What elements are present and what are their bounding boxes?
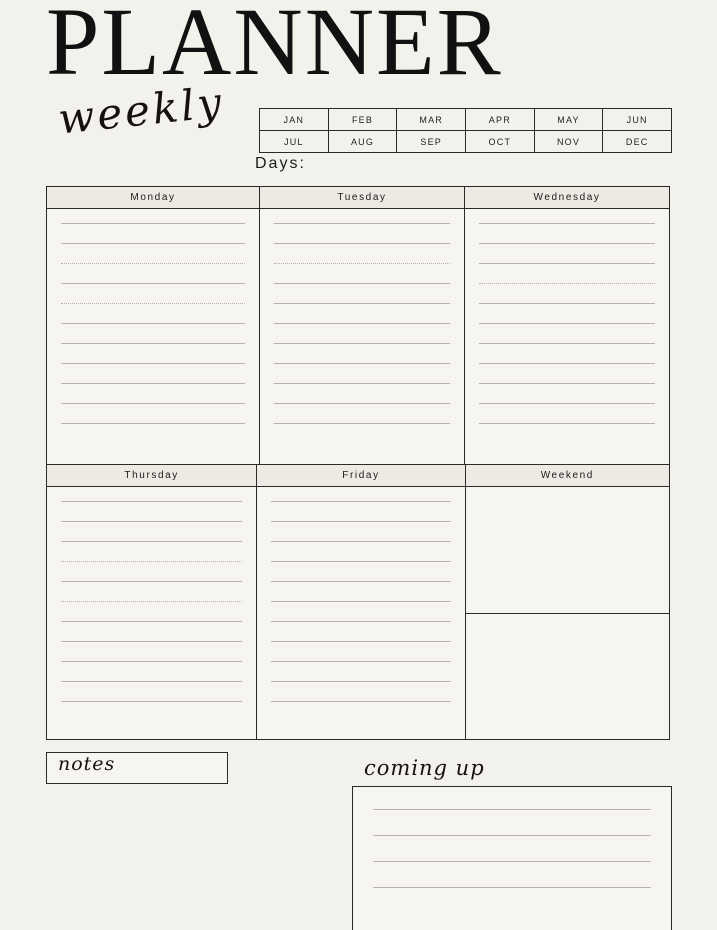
month-cell-jan[interactable]: JAN: [283, 115, 305, 125]
writing-line[interactable]: [61, 423, 245, 424]
month-cell-jul[interactable]: JUL: [284, 137, 304, 147]
writing-line[interactable]: [373, 809, 651, 810]
writing-line[interactable]: [61, 223, 245, 224]
writing-line[interactable]: [274, 243, 450, 244]
writing-line[interactable]: [373, 835, 651, 836]
writing-line[interactable]: [274, 263, 450, 264]
writing-line[interactable]: [274, 423, 450, 424]
month-cell-apr[interactable]: APR: [465, 109, 534, 130]
day-header-friday: Friday: [257, 465, 464, 487]
month-cell-oct[interactable]: OCT: [465, 131, 534, 152]
writing-line[interactable]: [61, 661, 242, 662]
day-header-tuesday: Tuesday: [260, 187, 464, 209]
writing-line[interactable]: [61, 263, 245, 264]
writing-line[interactable]: [271, 701, 450, 702]
day-box-friday[interactable]: [256, 464, 465, 740]
day-box-wednesday[interactable]: [464, 186, 670, 465]
writing-line[interactable]: [274, 283, 450, 284]
writing-line[interactable]: [61, 283, 245, 284]
month-cell-sep[interactable]: SEP: [396, 131, 465, 152]
writing-line[interactable]: [61, 403, 245, 404]
days-label: Days:: [255, 155, 306, 172]
writing-line[interactable]: [274, 363, 450, 364]
writing-line[interactable]: [61, 561, 242, 562]
writing-line[interactable]: [61, 303, 245, 304]
month-cell-mar[interactable]: MAR: [396, 109, 465, 130]
writing-line[interactable]: [271, 681, 450, 682]
writing-line[interactable]: [61, 363, 245, 364]
writing-line[interactable]: [61, 243, 245, 244]
writing-line[interactable]: [274, 403, 450, 404]
day-lines-monday[interactable]: [47, 209, 259, 453]
day-box-weekend[interactable]: [465, 464, 670, 740]
writing-line[interactable]: [61, 343, 245, 344]
day-header-wednesday: Wednesday: [465, 187, 669, 209]
day-lines-thursday[interactable]: [47, 487, 256, 731]
writing-line[interactable]: [479, 223, 655, 224]
day-header-monday: Monday: [47, 187, 259, 209]
writing-line[interactable]: [61, 581, 242, 582]
writing-line[interactable]: [373, 887, 651, 888]
day-box-monday[interactable]: [46, 186, 260, 465]
day-lines-tuesday[interactable]: [260, 209, 464, 453]
writing-line[interactable]: [479, 243, 655, 244]
writing-line[interactable]: [61, 681, 242, 682]
day-box-thursday[interactable]: [46, 464, 257, 740]
month-cell-aug[interactable]: AUG: [328, 131, 397, 152]
writing-line[interactable]: [274, 383, 450, 384]
writing-line[interactable]: [61, 601, 242, 602]
writing-line[interactable]: [271, 661, 450, 662]
writing-line[interactable]: [61, 501, 242, 502]
writing-line[interactable]: [479, 423, 655, 424]
page-header: [0, 0, 717, 172]
writing-line[interactable]: [479, 263, 655, 264]
month-cell-nov[interactable]: NOV: [534, 131, 603, 152]
weekend-saturday-area[interactable]: [466, 487, 669, 613]
writing-line[interactable]: [61, 641, 242, 642]
writing-line[interactable]: [479, 343, 655, 344]
writing-line[interactable]: [61, 621, 242, 622]
writing-line[interactable]: [271, 581, 450, 582]
month-cell-may[interactable]: MAY: [534, 109, 603, 130]
month-row-second-half: [260, 130, 671, 152]
writing-line[interactable]: [274, 223, 450, 224]
writing-line[interactable]: [61, 383, 245, 384]
month-row-first-half: [260, 109, 671, 130]
writing-line[interactable]: [271, 561, 450, 562]
day-box-tuesday[interactable]: [259, 186, 465, 465]
writing-line[interactable]: [271, 521, 450, 522]
writing-line[interactable]: [271, 621, 450, 622]
coming-up-box[interactable]: [352, 786, 672, 930]
writing-line[interactable]: [479, 363, 655, 364]
coming-up-label: coming up: [364, 756, 485, 780]
page-title: PLANNER: [46, 0, 503, 95]
day-header-thursday: Thursday: [47, 465, 256, 487]
writing-line[interactable]: [271, 541, 450, 542]
writing-line[interactable]: [61, 323, 245, 324]
writing-line[interactable]: [479, 403, 655, 404]
day-lines-wednesday[interactable]: [465, 209, 669, 453]
writing-line[interactable]: [271, 601, 450, 602]
writing-line[interactable]: [271, 501, 450, 502]
writing-line[interactable]: [479, 383, 655, 384]
month-cell-dec[interactable]: DEC: [602, 131, 671, 152]
month-cell-feb[interactable]: FEB: [328, 109, 397, 130]
writing-line[interactable]: [271, 641, 450, 642]
writing-line[interactable]: [61, 701, 242, 702]
writing-line[interactable]: [274, 323, 450, 324]
week-row-weekdays-second: [46, 464, 670, 740]
notes-label: notes: [58, 753, 116, 775]
writing-line[interactable]: [479, 323, 655, 324]
writing-line[interactable]: [373, 861, 651, 862]
month-cell-jun[interactable]: JUN: [602, 109, 671, 130]
week-row-weekdays-first: [46, 186, 670, 465]
writing-line[interactable]: [479, 283, 655, 284]
writing-line[interactable]: [61, 541, 242, 542]
week-grid: [46, 186, 670, 740]
day-header-weekend: Weekend: [466, 465, 669, 487]
writing-line[interactable]: [274, 343, 450, 344]
weekend-sunday-area[interactable]: [466, 613, 669, 740]
subtitle-script: weekly: [55, 77, 227, 144]
writing-line[interactable]: [274, 303, 450, 304]
writing-line[interactable]: [479, 303, 655, 304]
month-selector[interactable]: [259, 108, 672, 153]
weekend-split: [466, 487, 669, 739]
day-lines-friday[interactable]: [257, 487, 464, 731]
writing-line[interactable]: [61, 521, 242, 522]
